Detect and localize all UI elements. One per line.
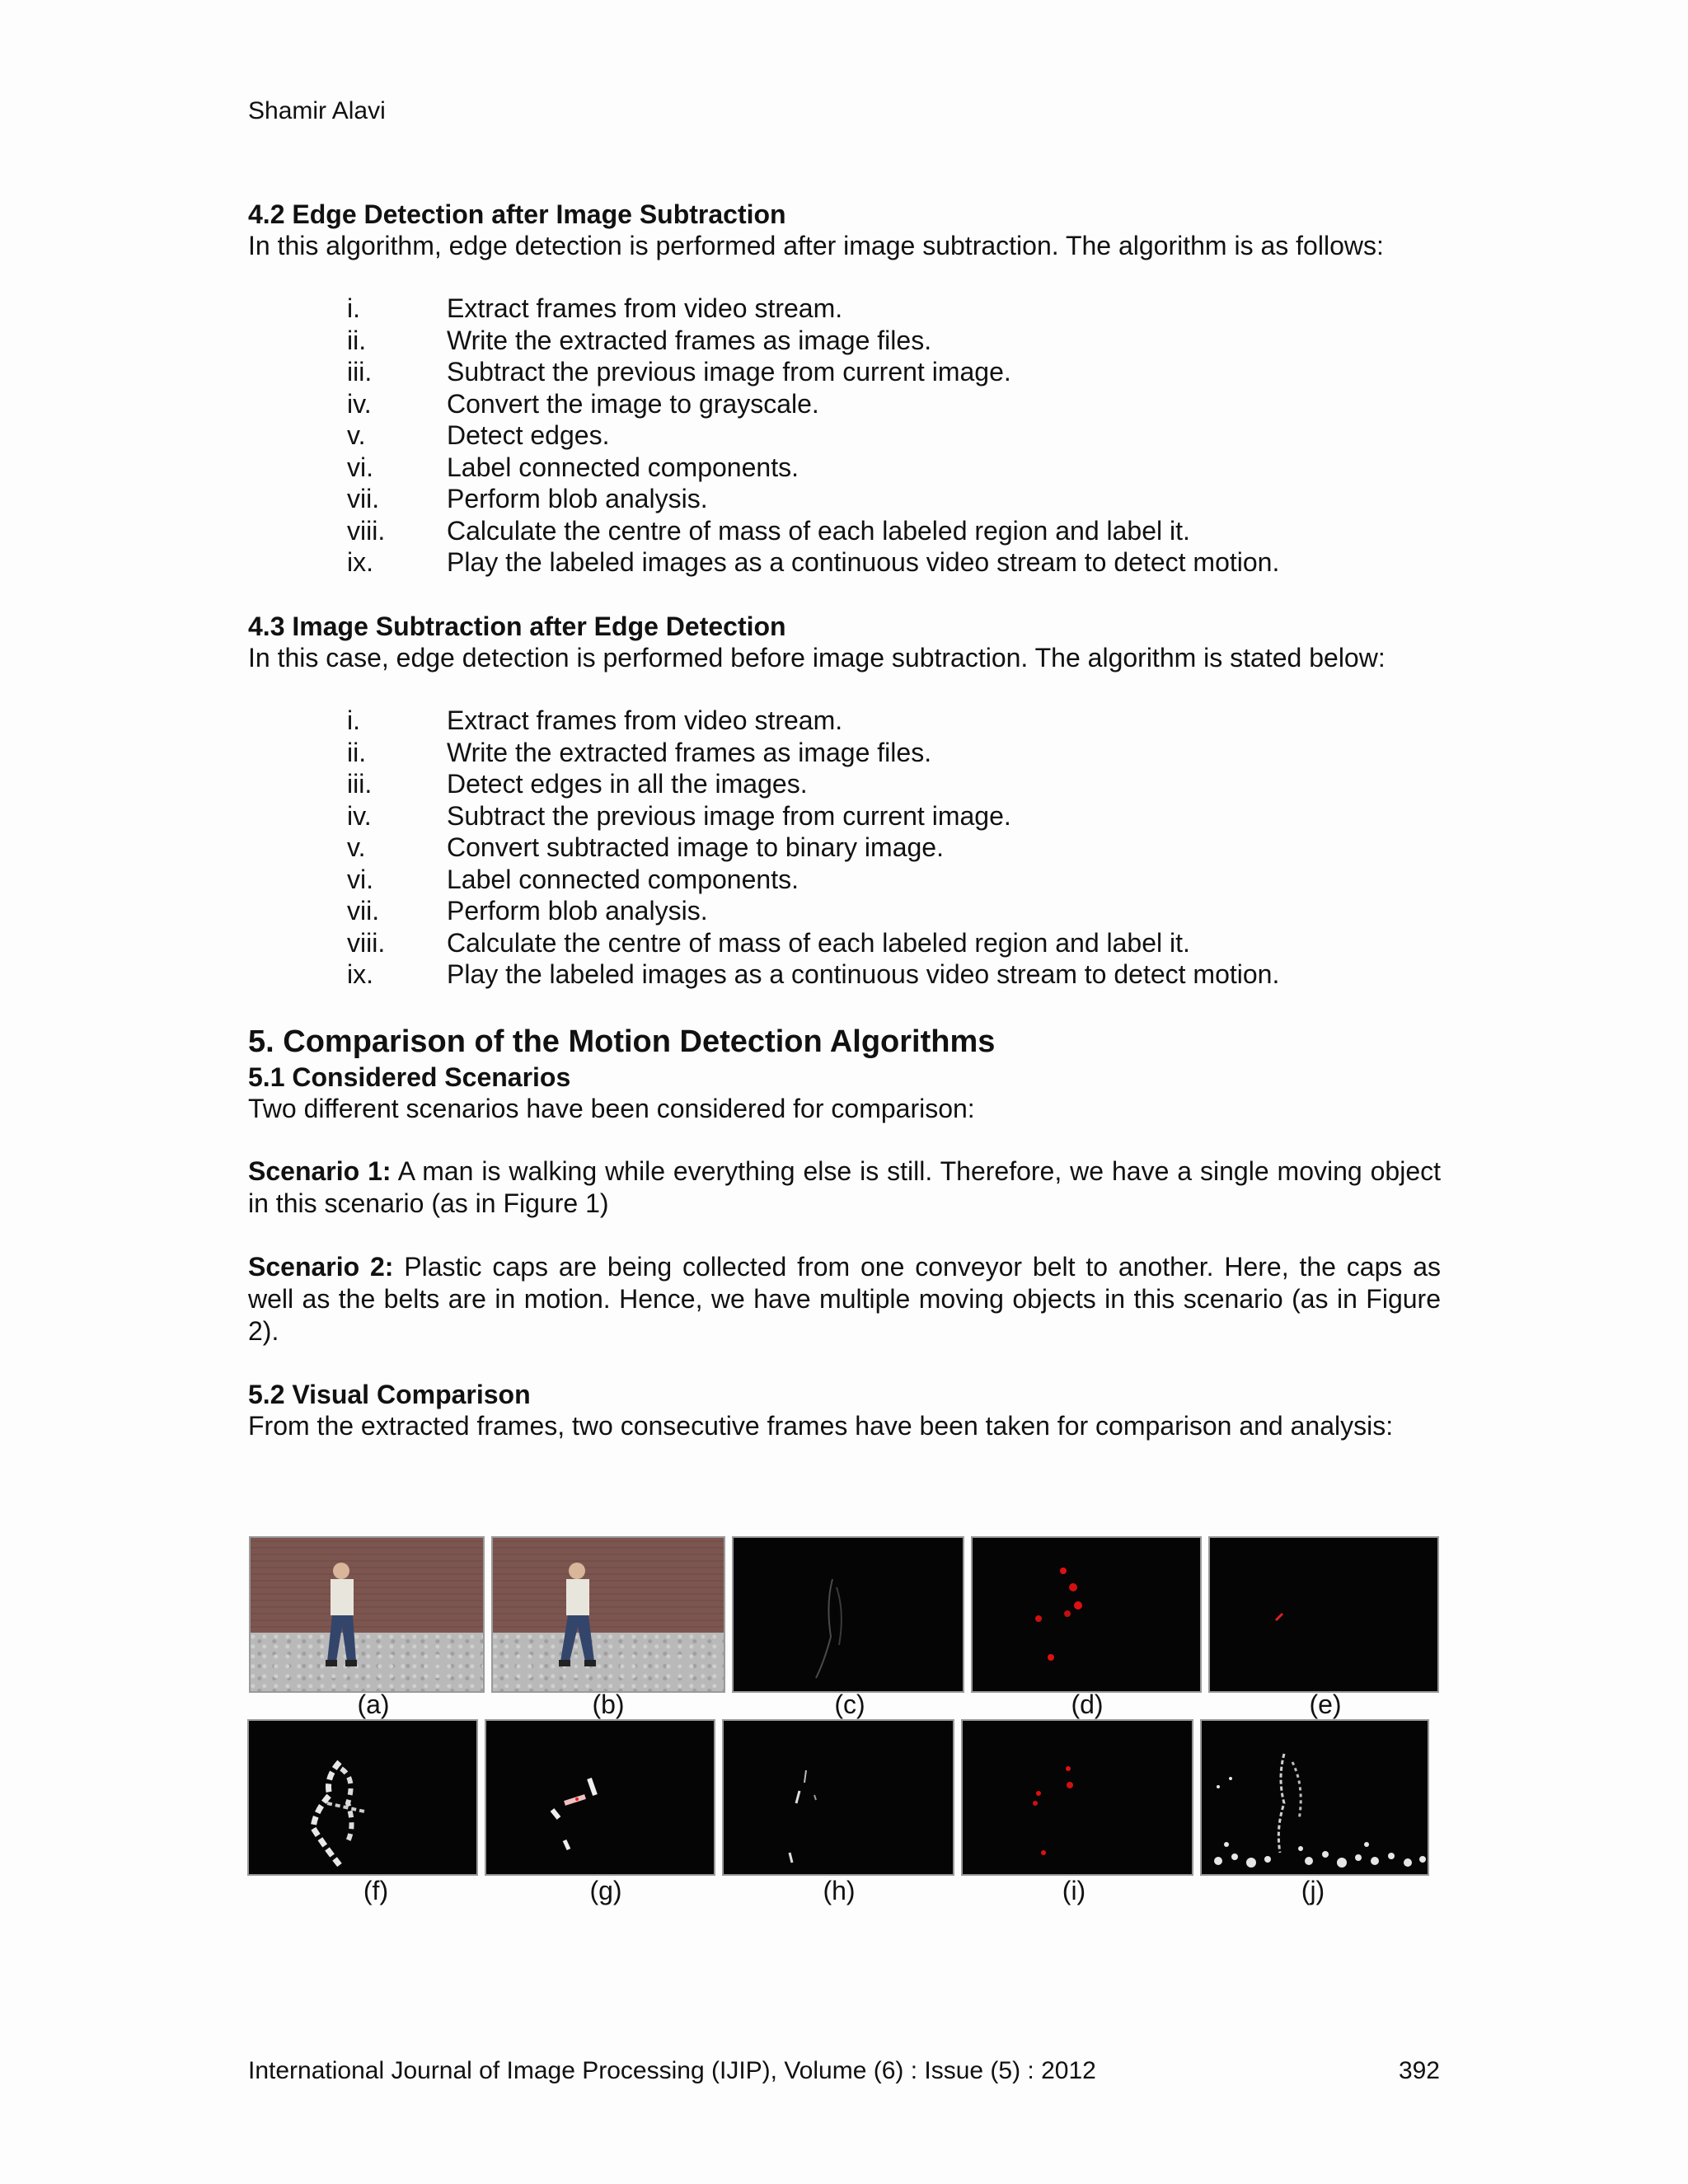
list-item: v. Detect edges. [347, 420, 610, 450]
figure-label-d: (d) [1071, 1690, 1104, 1719]
list-item: ix. Play the labeled images as a continuous video stream to detect motion. [347, 959, 1280, 989]
page-number: 392 [1398, 2057, 1440, 2084]
section-5-heading: 5. Comparison of the Motion Detection Algorithms [248, 1024, 996, 1059]
list-item: viii. Calculate the centre of mass of each labeled region and label it. [347, 515, 1190, 546]
section-5-1-intro: Two different scenarios have been considered for comparison: [248, 1094, 975, 1123]
figure-panel-h [722, 1719, 954, 1876]
section-4-2-steps [347, 293, 1279, 579]
figure-panel-c [732, 1536, 964, 1693]
figure-label-h: (h) [823, 1876, 856, 1905]
list-item: viii. Calculate the centre of mass of each labeled region and label it. [347, 927, 1190, 958]
section-4-3-intro: In this case, edge detection is performed before image subtraction. The algorithm is stated below: [248, 643, 1386, 673]
footer-journal: International Journal of Image Processing (IJIP), Volume (6) : Issue (5) : 2012 [248, 2057, 1096, 2084]
figure-label-a: (a) [357, 1690, 390, 1719]
scenario-2-text: Plastic caps are being collected from one conveyor belt to another. Here, the caps as well as the belts are in motion. Hence, we have multiple moving objects in this scenario (as in Figure 2). [248, 1252, 1442, 1346]
scenario-1-label: Scenario 1: [248, 1156, 392, 1186]
figure-panel-b [491, 1536, 725, 1693]
list-item: vii. Perform blob analysis. [347, 896, 708, 926]
figure-label-e: (e) [1309, 1690, 1342, 1719]
list-item: iv. Convert the image to grayscale. [347, 388, 819, 419]
section-4-3-heading: 4.3 Image Subtraction after Edge Detection [248, 612, 786, 641]
running-head: Shamir Alavi [248, 97, 386, 124]
list-item: v. Convert subtracted image to binary image. [347, 832, 944, 862]
figure-panel-j [1200, 1719, 1429, 1876]
figure-label-j: (j) [1301, 1876, 1325, 1905]
list-item: vi. Label connected components. [347, 452, 799, 482]
scenario-2-paragraph [248, 1251, 1441, 1347]
section-5-1-heading: 5.1 Considered Scenarios [248, 1062, 571, 1092]
list-item: ii. Write the extracted frames as image files. [347, 325, 932, 355]
list-item: ii. Write the extracted frames as image files. [347, 737, 932, 767]
figure-label-c: (c) [834, 1690, 865, 1719]
figure-panel-i [961, 1719, 1193, 1876]
list-item: iv. Subtract the previous image from current image. [347, 800, 1011, 831]
figure-panel-a [249, 1536, 485, 1693]
list-item: ix. Play the labeled images as a continuous video stream to detect motion. [347, 547, 1280, 577]
section-4-2-heading: 4.2 Edge Detection after Image Subtraction [248, 199, 786, 229]
figure-panel-f [247, 1719, 478, 1876]
section-5-2-intro: From the extracted frames, two consecutive frames have been taken for comparison and analysis: [248, 1411, 1394, 1441]
scenario-1-text: A man is walking while everything else is still. Therefore, we have a single moving object in this scenario (as in Figure 1) [248, 1156, 1442, 1218]
scenario-1-paragraph [248, 1155, 1441, 1220]
list-item: i. Extract frames from video stream. [347, 293, 843, 323]
list-item: vi. Label connected components. [347, 864, 799, 894]
list-item: iii. Detect edges in all the images. [347, 769, 808, 799]
figure-label-i: (i) [1062, 1876, 1086, 1905]
figure-panel-g [485, 1719, 715, 1876]
section-4-3-steps [347, 705, 1279, 991]
list-item: iii. Subtract the previous image from current image. [347, 357, 1011, 387]
section-4-2-intro: In this algorithm, edge detection is performed after image subtraction. The algorithm is as follows: [248, 231, 1384, 260]
figure-panel-d [971, 1536, 1202, 1693]
section-5-2-heading: 5.2 Visual Comparison [248, 1380, 531, 1409]
list-item: i. Extract frames from video stream. [347, 705, 843, 735]
figure-panel-e [1208, 1536, 1439, 1693]
figure-label-g: (g) [589, 1876, 622, 1905]
figure-label-f: (f) [363, 1876, 389, 1905]
figure-label-b: (b) [592, 1690, 625, 1719]
scenario-2-label: Scenario 2: [248, 1252, 394, 1282]
list-item: vii. Perform blob analysis. [347, 484, 708, 513]
